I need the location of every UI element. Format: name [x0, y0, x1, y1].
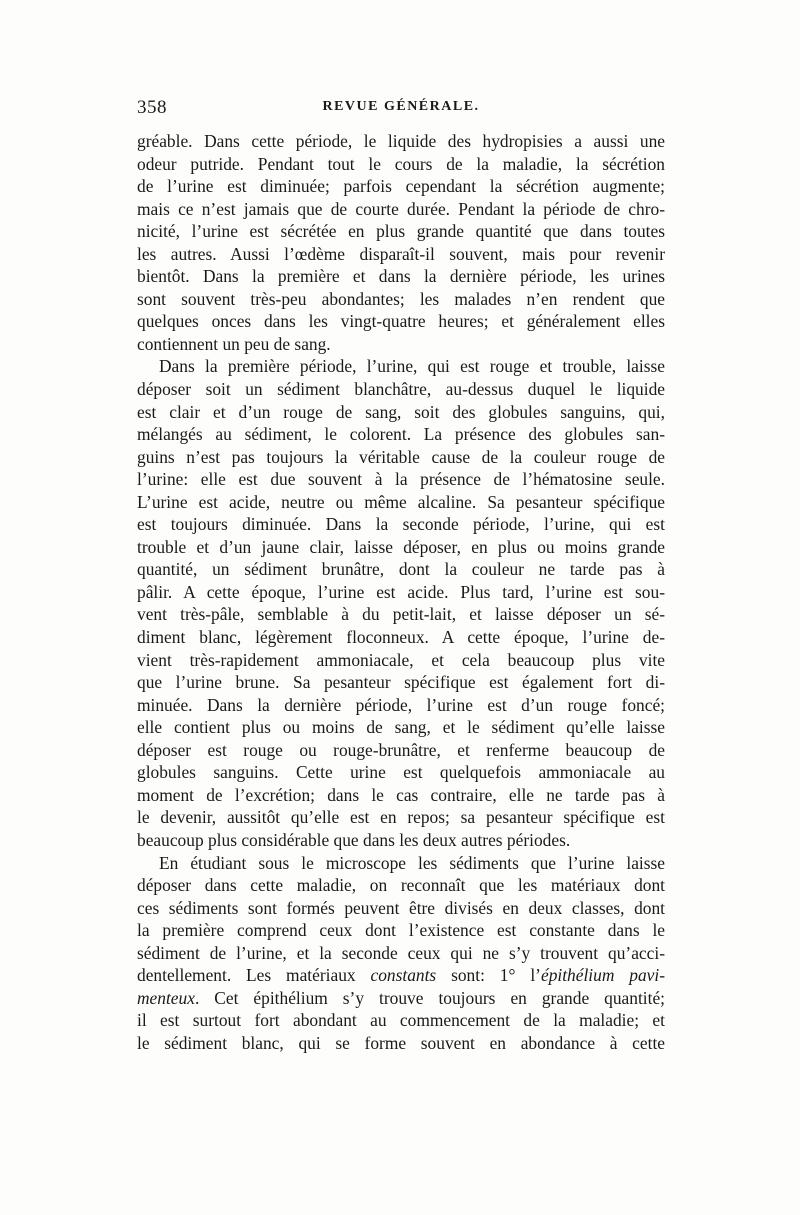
text-line: est clair et d’un rouge de sang, soit des globules sanguins, qui,	[137, 401, 665, 422]
text-line: quelques onces dans les vingt-quatre heures; et généralement elles	[137, 311, 665, 332]
text-line: vient très-rapidement ammoniacale, et cela beaucoup plus vite	[137, 649, 665, 670]
running-head	[137, 97, 665, 121]
text-segment: dentellement. Les matériaux	[137, 965, 371, 986]
text-line: mais ce n’est jamais que de courte durée. Pendant la période de chro-	[137, 198, 665, 219]
paragraph-start-line: En étudiant sous le microscope les sédiments que l’urine laisse	[159, 852, 665, 873]
text-line: que l’urine brune. Sa pesanteur spécifique est également fort di-	[137, 672, 665, 693]
text-line: minuée. Dans la dernière période, l’urine est d’un rouge foncé;	[137, 694, 665, 715]
text-line: déposer dans cette maladie, on reconnaît que les matériaux dont	[137, 875, 665, 896]
text-line-mixed	[137, 987, 665, 1010]
text-line: de l’urine est diminuée; parfois cependant la sécrétion augmente;	[137, 176, 665, 197]
text-line: elle contient plus ou moins de sang, et le sédiment qu’elle laisse	[137, 717, 665, 738]
text-line: sédiment de l’urine, et la seconde ceux qui ne s’y trouvent qu’acci-	[137, 942, 665, 963]
page-number: 358	[137, 97, 167, 118]
text-line-mixed	[137, 964, 665, 987]
text-line: la première comprend ceux dont l’existence est constante dans le	[137, 920, 665, 941]
text-line: quantité, un sédiment brunâtre, dont la couleur ne tarde pas à	[137, 559, 665, 580]
text-line: globules sanguins. Cette urine est quelquefois ammoniacale au	[137, 762, 665, 783]
text-line: déposer soit un sédiment blanchâtre, au-dessus duquel le liquide	[137, 379, 665, 400]
text-line: sont souvent très-peu abondantes; les malades n’en rendent que	[137, 288, 665, 309]
running-title: REVUE GÉNÉRALE.	[322, 99, 480, 114]
paragraph-start-line: Dans la première période, l’urine, qui est rouge et trouble, laisse	[159, 356, 665, 377]
text-line: beaucoup plus considérable que dans les deux autres périodes.	[137, 829, 571, 850]
text-segment: sont: 1° l’	[436, 965, 541, 986]
italic-term: constants	[370, 965, 437, 986]
text-line: déposer est rouge ou rouge-brunâtre, et renferme beaucoup de	[137, 739, 665, 760]
text-line: mélangés au sédiment, le colorent. La présence des globules san-	[137, 424, 665, 445]
text-line: gréable. Dans cette période, le liquide des hydropisies a aussi une	[137, 131, 665, 151]
text-line: diment blanc, légèrement floconneux. A cette époque, l’urine de-	[137, 627, 665, 648]
text-line: guins n’est pas toujours la véritable cause de la couleur rouge de	[137, 446, 665, 467]
text-line: le sédiment blanc, qui se forme souvent en abondance à cette	[137, 1032, 665, 1053]
text-segment: . Cet épithélium s’y trouve toujours en grande quantité;	[194, 987, 665, 1008]
text-line: bientôt. Dans la première et dans la dernière période, les urines	[137, 266, 665, 287]
text-line: moment de l’excrétion; dans le cas contraire, elle ne tarde pas à	[137, 784, 665, 805]
text-line: nicité, l’urine est sécrétée en plus grande quantité que dans toutes	[137, 221, 665, 242]
text-line: les autres. Aussi l’œdème disparaît-il souvent, mais pour revenir	[137, 243, 665, 264]
text-line: trouble et d’un jaune clair, laisse déposer, en plus ou moins grande	[137, 536, 665, 557]
text-line: ces sédiments sont formés peuvent être divisés en deux classes, dont	[137, 897, 665, 918]
text-line: odeur putride. Pendant tout le cours de la maladie, la sécrétion	[137, 153, 665, 174]
text-line: vent très-pâle, semblable à du petit-lait, et laisse déposer un sé-	[137, 604, 665, 625]
text-line: le devenir, aussitôt qu’elle est en repos; sa pesanteur spécifique est	[137, 807, 665, 828]
text-line: il est surtout fort abondant au commencement de la maladie; et	[137, 1010, 665, 1031]
italic-term: menteux	[137, 987, 195, 1008]
text-line: L’urine est acide, neutre ou même alcaline. Sa pesanteur spécifique	[137, 491, 665, 512]
body-text	[137, 130, 665, 1054]
text-line: contiennent un peu de sang.	[137, 333, 331, 354]
text-line: pâlir. A cette époque, l’urine est acide. Plus tard, l’urine est sou-	[137, 581, 665, 602]
italic-term: épithélium pavi-	[540, 965, 665, 986]
text-line: est toujours diminuée. Dans la seconde période, l’urine, qui est	[137, 514, 665, 535]
text-line: l’urine: elle est due souvent à la présence de l’hématosine seule.	[137, 469, 665, 490]
